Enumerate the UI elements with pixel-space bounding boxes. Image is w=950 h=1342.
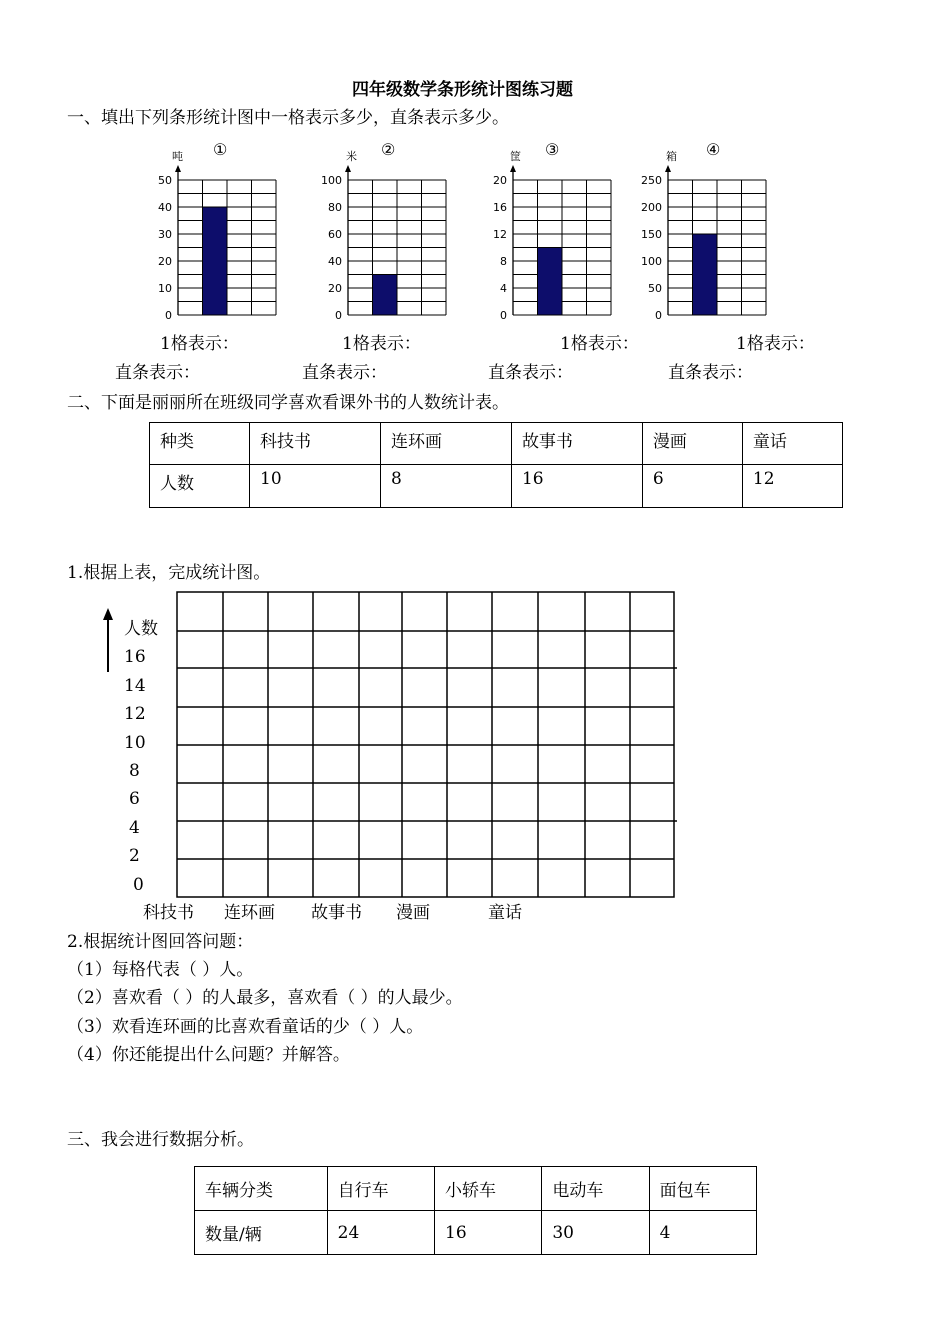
table-cell: 面包车: [649, 1167, 756, 1211]
y-tick: 14: [124, 676, 146, 696]
tick-label: 50: [158, 174, 172, 187]
page-title: 四年级数学条形统计图练习题: [352, 80, 573, 100]
sub-question-2: （2）喜欢看（ ）的人最多，喜欢看（ ）的人最少。: [67, 988, 463, 1008]
table-cell: 种类: [150, 423, 250, 465]
vehicles-table: [194, 1166, 757, 1255]
chart3-unit: 筐: [510, 150, 521, 163]
grid-label-1: 1格表示：: [160, 334, 239, 354]
grid-label-3: 1格表示：: [560, 334, 639, 354]
bar-chart-4: [640, 165, 780, 325]
tick-label: 30: [158, 228, 172, 241]
tick-label: 0: [500, 309, 507, 322]
tick-label: 40: [158, 201, 172, 214]
chart4-unit: 箱: [666, 150, 677, 163]
sub-question-4: （4）你还能提出什么问题？并解答。: [67, 1045, 350, 1065]
table-cell: 连环画: [380, 423, 511, 465]
x-label: 故事书: [311, 903, 362, 923]
bar: [538, 248, 563, 316]
tick-label: 250: [641, 174, 662, 187]
table-cell: 人数: [150, 465, 250, 508]
grid-label-2: 1格表示：: [342, 334, 421, 354]
tick-label: 80: [328, 201, 342, 214]
section2-heading: 二、下面是丽丽所在班级同学喜欢看课外书的人数统计表。: [67, 393, 509, 413]
tick-label: 60: [328, 228, 342, 241]
tick-label: 12: [493, 228, 507, 241]
tick-label: 8: [500, 255, 507, 268]
y-axis-label: 人数: [124, 619, 158, 639]
tick-label: 4: [500, 282, 507, 295]
x-label: 童话: [488, 903, 522, 923]
arrow-up-icon: [175, 165, 181, 172]
tick-label: 20: [158, 255, 172, 268]
tick-label: 0: [655, 309, 662, 322]
sub-question-1: （1）每格代表（ ）人。: [67, 960, 254, 980]
chart1-number: ①: [213, 140, 228, 159]
tick-label: 16: [493, 201, 507, 214]
x-label: 漫画: [396, 903, 430, 923]
y-tick: 16: [124, 647, 146, 667]
tick-label: 10: [158, 282, 172, 295]
tick-label: 40: [328, 255, 342, 268]
tick-label: 200: [641, 201, 662, 214]
bar-label-4: 直条表示：: [668, 363, 753, 383]
arrow-up-icon: [510, 165, 516, 172]
table-cell: 12: [742, 465, 842, 508]
tick-label: 100: [641, 255, 662, 268]
table-cell: 科技书: [250, 423, 381, 465]
tick-label: 0: [165, 309, 172, 322]
books-table: [149, 422, 843, 508]
bar-chart-1: [150, 165, 290, 325]
table-cell: 16: [435, 1211, 542, 1255]
table-cell: 30: [542, 1211, 649, 1255]
table-cell: 童话: [742, 423, 842, 465]
tick-label: 150: [641, 228, 662, 241]
chart2-unit: 米: [346, 150, 357, 163]
y-tick: 10: [124, 733, 146, 753]
chart3-number: ③: [545, 140, 560, 159]
table-cell: 小轿车: [435, 1167, 542, 1211]
table-cell: 4: [649, 1211, 756, 1255]
bar: [373, 275, 398, 316]
section3-heading: 三、我会进行数据分析。: [67, 1130, 254, 1150]
table-cell: 自行车: [327, 1167, 434, 1211]
question-1: 1.根据上表，完成统计图。: [67, 563, 271, 583]
grid-label-4: 1格表示：: [736, 334, 815, 354]
arrow-up-icon: [345, 165, 351, 172]
table-cell: 数量/辆: [195, 1211, 328, 1255]
y-tick: 2: [129, 846, 140, 866]
bar-chart-2: [320, 165, 460, 325]
question-2: 2.根据统计图回答问题：: [67, 932, 254, 952]
tick-label: 0: [335, 309, 342, 322]
x-label: 科技书: [143, 903, 194, 923]
table-cell: 10: [250, 465, 381, 508]
chart1-unit: 吨: [172, 150, 183, 163]
y-tick: 0: [133, 875, 144, 895]
tick-label: 100: [321, 174, 342, 187]
bar-label-2: 直条表示：: [302, 363, 387, 383]
bar-chart-3: [485, 165, 625, 325]
y-tick: 6: [129, 789, 140, 809]
arrow-up-icon: [665, 165, 671, 172]
table-cell: 电动车: [542, 1167, 649, 1211]
tick-label: 50: [648, 282, 662, 295]
tick-label: 20: [328, 282, 342, 295]
table-cell: 16: [511, 465, 642, 508]
bar-label-1: 直条表示：: [115, 363, 200, 383]
y-tick: 8: [129, 761, 140, 781]
sub-question-3: （3）欢看连环画的比喜欢看童话的少（ ）人。: [67, 1017, 424, 1037]
table-cell: 8: [380, 465, 511, 508]
x-label: 连环画: [224, 903, 275, 923]
bar: [693, 234, 718, 315]
table-cell: 24: [327, 1211, 434, 1255]
y-tick: 4: [129, 818, 140, 838]
table-cell: 车辆分类: [195, 1167, 328, 1211]
blank-bar-grid: [100, 590, 685, 900]
section1-heading: 一、填出下列条形统计图中一格表示多少，直条表示多少。: [67, 108, 509, 128]
y-tick: 12: [124, 704, 146, 724]
arrow-up-icon: [103, 608, 113, 620]
tick-label: 20: [493, 174, 507, 187]
bar-label-3: 直条表示：: [488, 363, 573, 383]
table-cell: 6: [642, 465, 742, 508]
table-cell: 故事书: [511, 423, 642, 465]
table-cell: 漫画: [642, 423, 742, 465]
chart4-number: ④: [706, 140, 721, 159]
bar: [203, 207, 228, 315]
chart2-number: ②: [381, 140, 396, 159]
